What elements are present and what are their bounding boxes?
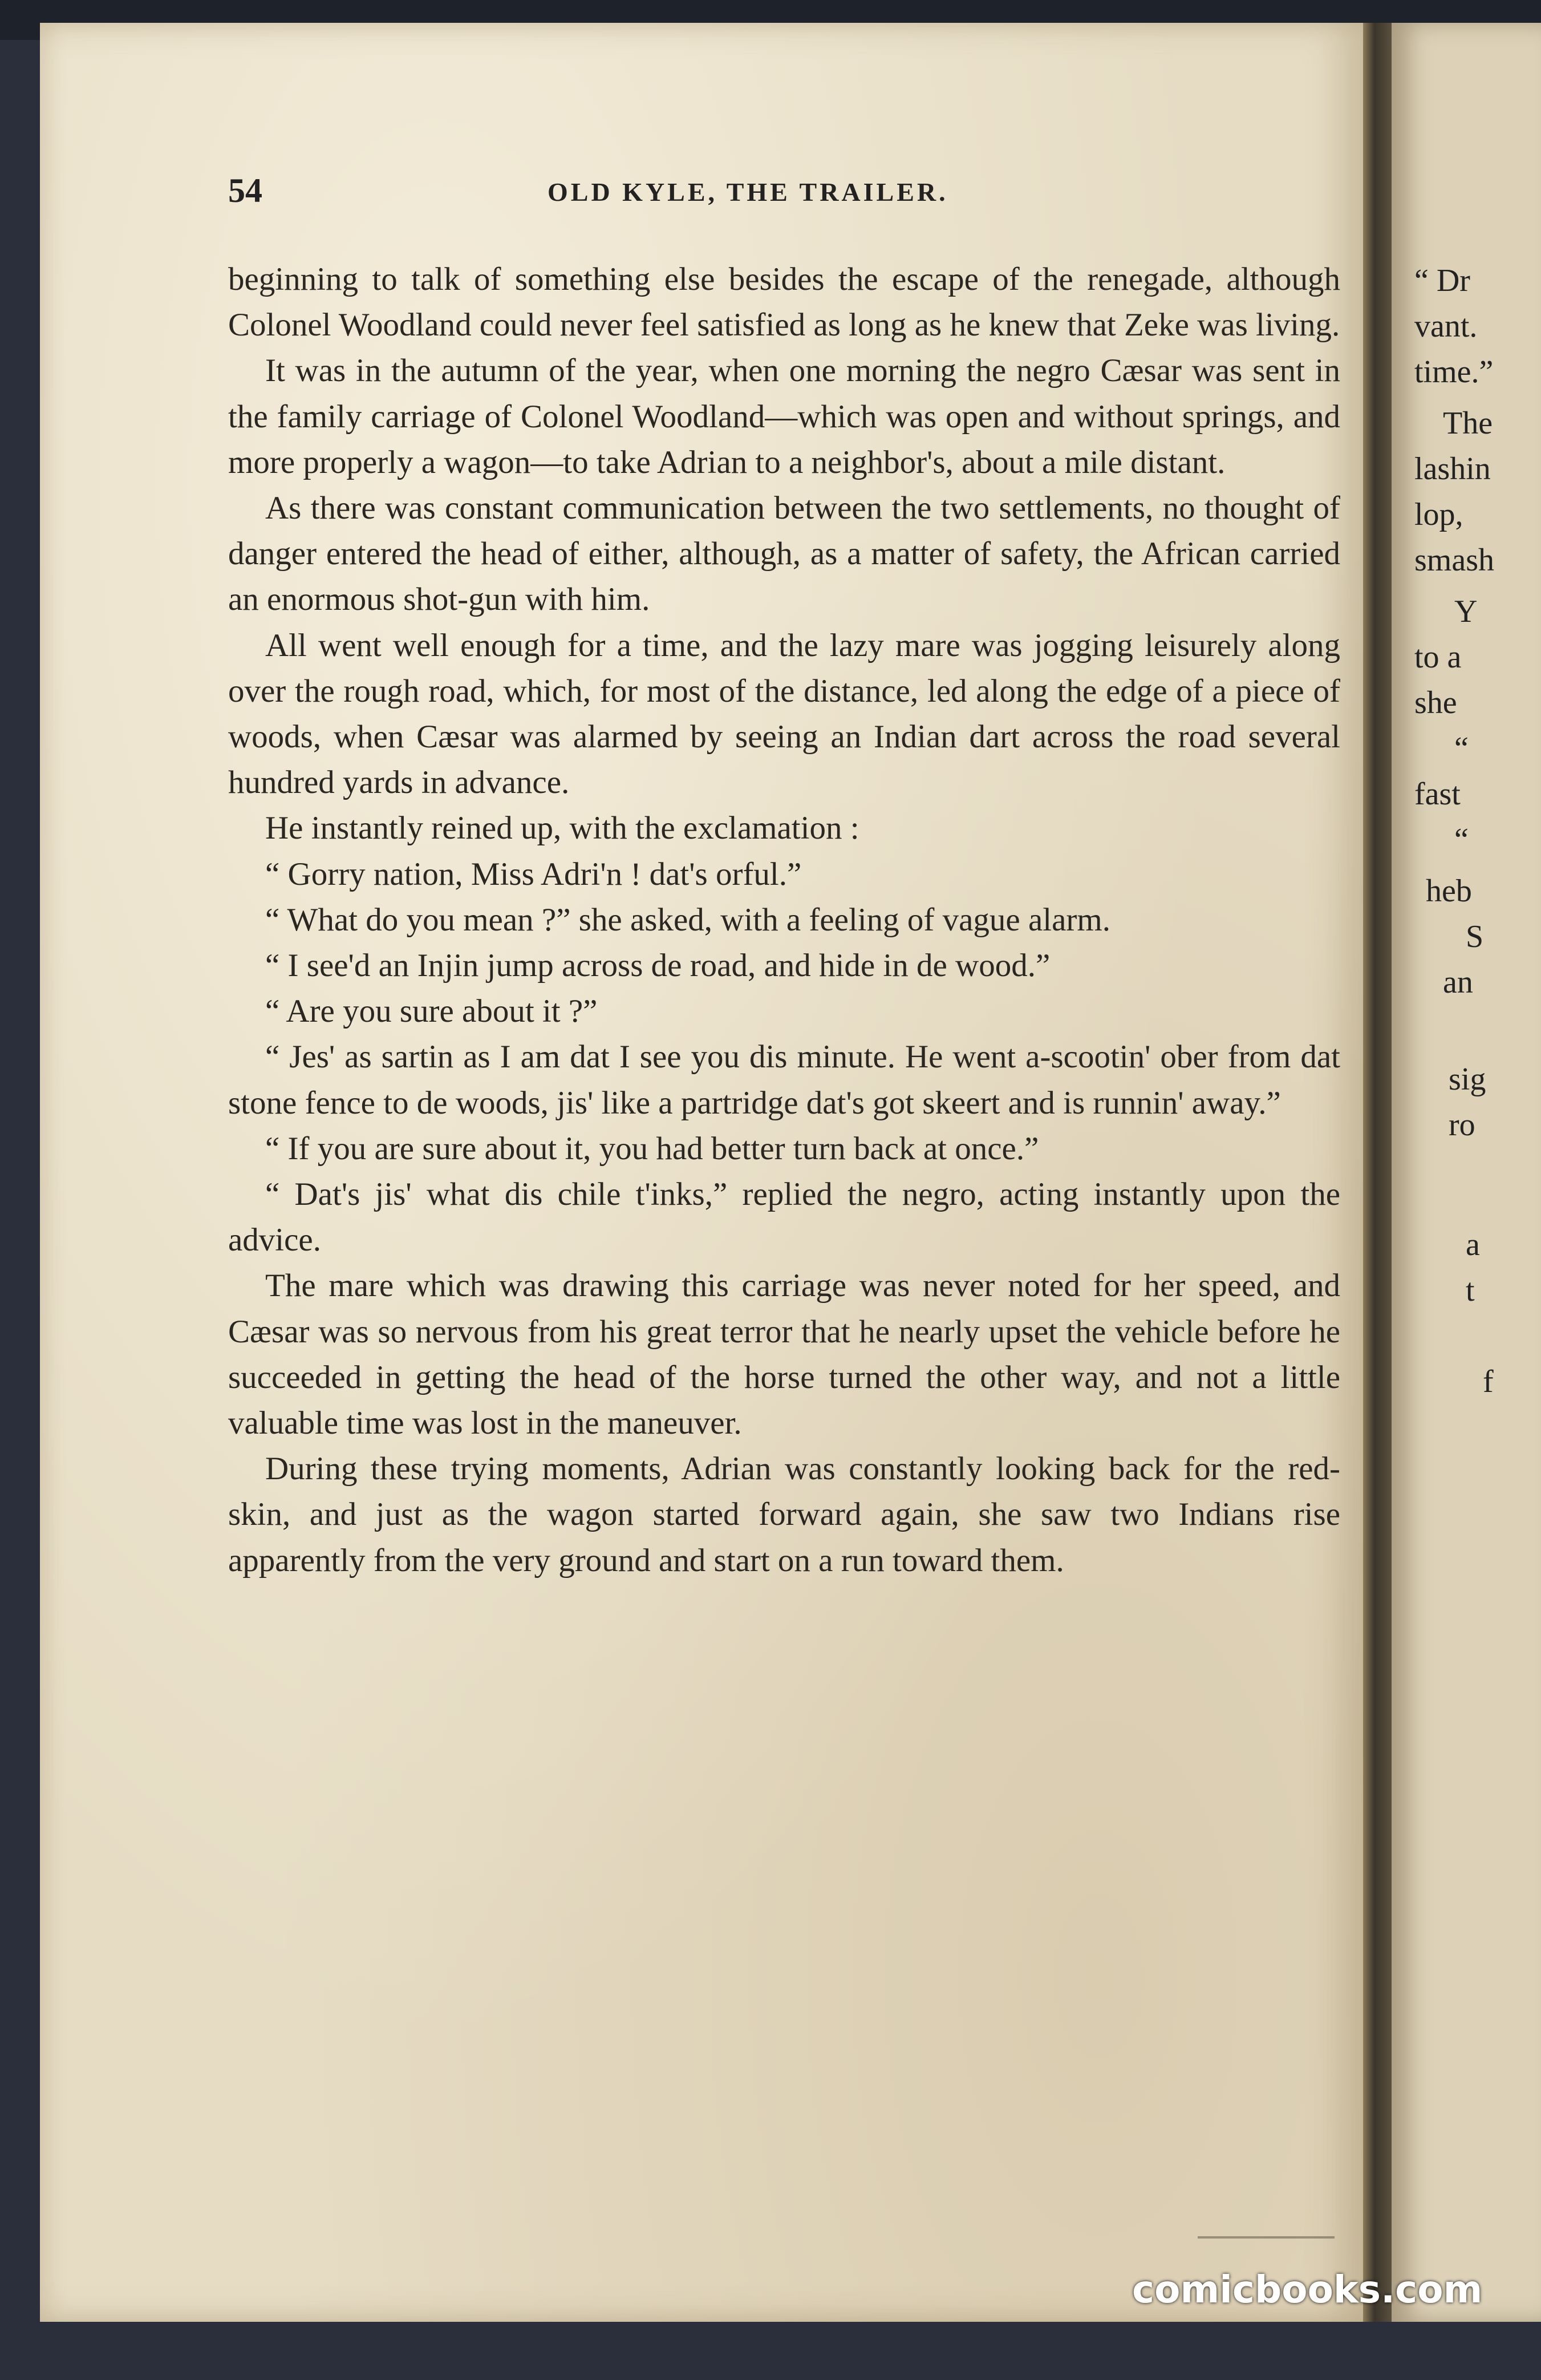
watermark: comicbooks.com	[1132, 2268, 1483, 2312]
facing-line: t	[1466, 1273, 1475, 1308]
book-gutter	[1363, 23, 1392, 2322]
paragraph: It was in the autumn of the year, when one morning the negro Cæsar was sent in the family carriage of Colonel Woodland—which was open and without springs, and more properly a wagon—to take Adrian to a neighbor's, about a mile distant.	[228, 353, 1340, 480]
facing-line: lop,	[1414, 497, 1463, 532]
paragraph: The mare which was drawing this carriage was never noted for her speed, and Cæsar was so nervous from his great terror that he nearly upset the vehicle before he succeeded in getting the head of the horse turned the other way, and not a little valuable time was lost in the maneuver.	[228, 1268, 1340, 1442]
paragraph: “ Dat's jis' what dis chile t'inks,” replied the negro, acting instantly upon the advice.	[228, 1176, 1340, 1258]
facing-line: lashin	[1414, 451, 1491, 487]
paragraph: As there was constant communication between the two settlements, no thought of danger entered the head of either, although, as a matter of safety, the African carried an enormous shot-gun with him.	[228, 490, 1340, 618]
facing-line: The	[1443, 406, 1493, 441]
facing-line: “ Dr	[1414, 263, 1470, 298]
body-text	[228, 257, 1340, 1584]
page-number: 54	[228, 172, 262, 209]
paragraph: All went well enough for a time, and the lazy mare was jogging leisurely along over the rough road, which, for most of the distance, led along the edge of a piece of woods, when Cæsar was alarmed by seeing an Indian dart across the road several hundred yards in advance.	[228, 627, 1340, 801]
facing-line: “	[1454, 822, 1469, 857]
paragraph: During these trying moments, Adrian was constantly looking back for the red-skin, and just as the wagon started forward again, she saw two Indians rise apparently from the very ground and start on a run toward them.	[228, 1451, 1340, 1578]
running-title: OLD KYLE, THE TRAILER.	[548, 177, 948, 207]
facing-line: a	[1466, 1227, 1480, 1262]
facing-line: “	[1454, 731, 1469, 766]
paragraph: “ If you are sure about it, you had better turn back at once.”	[265, 1130, 1039, 1167]
facing-line: f	[1483, 1364, 1494, 1399]
facing-line: heb	[1426, 873, 1472, 909]
facing-line: S	[1466, 919, 1484, 954]
facing-line: vant.	[1414, 309, 1478, 344]
end-rule	[1198, 2236, 1335, 2239]
facing-page	[1392, 23, 1541, 2322]
paragraph: “ What do you mean ?” she asked, with a feeling of vague alarm.	[265, 901, 1110, 938]
paragraph: “ Are you sure about it ?”	[265, 993, 598, 1030]
facing-line: time.”	[1414, 354, 1494, 390]
facing-line: Y	[1454, 594, 1478, 629]
facing-line: sig	[1449, 1062, 1486, 1097]
facing-line: ro	[1449, 1107, 1475, 1143]
paragraph: “ I see'd an Injin jump across de road, and hide in de wood.”	[265, 948, 1051, 984]
paragraph: He instantly reined up, with the exclamation :	[265, 810, 859, 847]
facing-line: an	[1443, 965, 1473, 1000]
facing-line: fast	[1414, 776, 1461, 812]
facing-line: smash	[1414, 543, 1494, 578]
facing-line: she	[1414, 685, 1457, 721]
paragraph: beginning to talk of something else besides the escape of the renegade, although Colonel Woodland could never feel satisfied as long as he knew that Zeke was living.	[228, 261, 1340, 343]
paragraph: “ Gorry nation, Miss Adri'n ! dat's orful.”	[265, 856, 802, 892]
facing-line: to a	[1414, 639, 1462, 675]
paragraph: “ Jes' as sartin as I am dat I see you dis minute. He went a-scootin' ober from dat stone fence to de woods, jis' like a partridge dat's got skeert and is runnin' away.”	[228, 1039, 1340, 1121]
